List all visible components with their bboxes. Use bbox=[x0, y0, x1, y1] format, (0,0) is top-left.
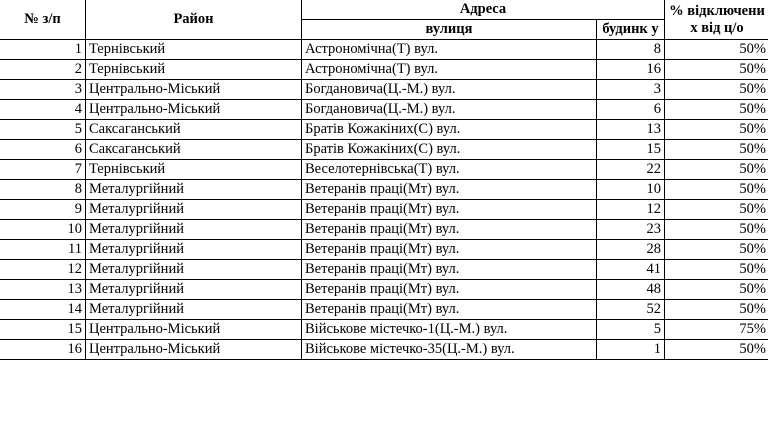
cell-street[interactable]: Братів Кожакіних(С) вул. bbox=[302, 140, 597, 160]
cell-number[interactable]: 13 bbox=[0, 280, 86, 300]
table-row bbox=[0, 340, 768, 360]
cell-number[interactable]: 7 bbox=[0, 160, 86, 180]
cell-percent[interactable]: 50% bbox=[665, 40, 768, 60]
cell-house[interactable]: 15 bbox=[597, 140, 665, 160]
cell-district[interactable]: Металургійний bbox=[86, 260, 302, 280]
cell-district[interactable]: Металургійний bbox=[86, 280, 302, 300]
cell-number[interactable]: 12 bbox=[0, 260, 86, 280]
table-row bbox=[0, 220, 768, 240]
cell-district[interactable]: Металургійний bbox=[86, 180, 302, 200]
cell-district[interactable]: Металургійний bbox=[86, 300, 302, 320]
cell-percent[interactable]: 50% bbox=[665, 340, 768, 360]
cell-district[interactable]: Центрально-Міський bbox=[86, 320, 302, 340]
cell-percent[interactable]: 50% bbox=[665, 200, 768, 220]
cell-number[interactable]: 16 bbox=[0, 340, 86, 360]
table-row bbox=[0, 280, 768, 300]
cell-street[interactable]: Богдановича(Ц.-М.) вул. bbox=[302, 80, 597, 100]
cell-street[interactable]: Військове містечко-1(Ц.-М.) вул. bbox=[302, 320, 597, 340]
cell-percent[interactable]: 50% bbox=[665, 80, 768, 100]
cell-house[interactable]: 1 bbox=[597, 340, 665, 360]
cell-street[interactable]: Астрономічна(Т) вул. bbox=[302, 60, 597, 80]
cell-house[interactable]: 8 bbox=[597, 40, 665, 60]
cell-number[interactable]: 14 bbox=[0, 300, 86, 320]
cell-house[interactable]: 16 bbox=[597, 60, 665, 80]
cell-street[interactable]: Військове містечко-35(Ц.-М.) вул. bbox=[302, 340, 597, 360]
cell-percent[interactable]: 50% bbox=[665, 120, 768, 140]
table-row bbox=[0, 160, 768, 180]
cell-number[interactable]: 9 bbox=[0, 200, 86, 220]
cell-street[interactable]: Ветеранів праці(Мт) вул. bbox=[302, 260, 597, 280]
cell-house[interactable]: 22 bbox=[597, 160, 665, 180]
cell-number[interactable]: 5 bbox=[0, 120, 86, 140]
cell-percent[interactable]: 50% bbox=[665, 220, 768, 240]
cell-percent[interactable]: 50% bbox=[665, 160, 768, 180]
cell-percent[interactable]: 50% bbox=[665, 240, 768, 260]
table-row bbox=[0, 320, 768, 340]
header-house: будинк у bbox=[597, 20, 665, 40]
header-district: Район bbox=[86, 0, 302, 40]
cell-percent[interactable]: 50% bbox=[665, 280, 768, 300]
cell-street[interactable]: Ветеранів праці(Мт) вул. bbox=[302, 300, 597, 320]
cell-district[interactable]: Металургійний bbox=[86, 220, 302, 240]
cell-district[interactable]: Тернівський bbox=[86, 60, 302, 80]
table-row bbox=[0, 40, 768, 60]
cell-percent[interactable]: 50% bbox=[665, 140, 768, 160]
cell-number[interactable]: 4 bbox=[0, 100, 86, 120]
cell-house[interactable]: 10 bbox=[597, 180, 665, 200]
cell-house[interactable]: 41 bbox=[597, 260, 665, 280]
cell-percent[interactable]: 50% bbox=[665, 100, 768, 120]
header-percent: % відключени х від ц/о bbox=[665, 0, 768, 40]
cell-district[interactable]: Тернівський bbox=[86, 160, 302, 180]
table-row bbox=[0, 180, 768, 200]
cell-number[interactable]: 6 bbox=[0, 140, 86, 160]
cell-number[interactable]: 2 bbox=[0, 60, 86, 80]
cell-house[interactable]: 13 bbox=[597, 120, 665, 140]
table-row bbox=[0, 200, 768, 220]
cell-number[interactable]: 15 bbox=[0, 320, 86, 340]
cell-street[interactable]: Богдановича(Ц.-М.) вул. bbox=[302, 100, 597, 120]
cell-house[interactable]: 5 bbox=[597, 320, 665, 340]
table-row bbox=[0, 120, 768, 140]
cell-number[interactable]: 8 bbox=[0, 180, 86, 200]
cell-district[interactable]: Центрально-Міський bbox=[86, 80, 302, 100]
header-number: № з/п bbox=[0, 0, 86, 40]
cell-street[interactable]: Ветеранів праці(Мт) вул. bbox=[302, 240, 597, 260]
cell-percent[interactable]: 50% bbox=[665, 300, 768, 320]
cell-house[interactable]: 23 bbox=[597, 220, 665, 240]
cell-street[interactable]: Ветеранів праці(Мт) вул. bbox=[302, 220, 597, 240]
cell-number[interactable]: 1 bbox=[0, 40, 86, 60]
cell-district[interactable]: Центрально-Міський bbox=[86, 340, 302, 360]
cell-percent[interactable]: 75% bbox=[665, 320, 768, 340]
cell-percent[interactable]: 50% bbox=[665, 260, 768, 280]
cell-house[interactable]: 3 bbox=[597, 80, 665, 100]
cell-house[interactable]: 28 bbox=[597, 240, 665, 260]
cell-percent[interactable]: 50% bbox=[665, 60, 768, 80]
cell-district[interactable]: Тернівський bbox=[86, 40, 302, 60]
cell-street[interactable]: Ветеранів праці(Мт) вул. bbox=[302, 280, 597, 300]
table-row bbox=[0, 140, 768, 160]
table-row bbox=[0, 240, 768, 260]
cell-street[interactable]: Ветеранів праці(Мт) вул. bbox=[302, 180, 597, 200]
cell-district[interactable]: Металургійний bbox=[86, 240, 302, 260]
cell-street[interactable]: Веселотернівська(Т) вул. bbox=[302, 160, 597, 180]
cell-number[interactable]: 10 bbox=[0, 220, 86, 240]
cell-district[interactable]: Металургійний bbox=[86, 200, 302, 220]
cell-house[interactable]: 48 bbox=[597, 280, 665, 300]
cell-district[interactable]: Саксаганський bbox=[86, 120, 302, 140]
header-address: Адреса bbox=[302, 0, 665, 20]
cell-street[interactable]: Ветеранів праці(Мт) вул. bbox=[302, 200, 597, 220]
header-street: вулиця bbox=[302, 20, 597, 40]
table-row bbox=[0, 300, 768, 320]
cell-street[interactable]: Астрономічна(Т) вул. bbox=[302, 40, 597, 60]
cell-district[interactable]: Саксаганський bbox=[86, 140, 302, 160]
table-row bbox=[0, 80, 768, 100]
table-row bbox=[0, 260, 768, 280]
cell-house[interactable]: 52 bbox=[597, 300, 665, 320]
cell-percent[interactable]: 50% bbox=[665, 180, 768, 200]
cell-number[interactable]: 3 bbox=[0, 80, 86, 100]
cell-district[interactable]: Центрально-Міський bbox=[86, 100, 302, 120]
cell-number[interactable]: 11 bbox=[0, 240, 86, 260]
table-body bbox=[0, 40, 768, 360]
cell-house[interactable]: 6 bbox=[597, 100, 665, 120]
table-row bbox=[0, 100, 768, 120]
cell-house[interactable]: 12 bbox=[597, 200, 665, 220]
table-row bbox=[0, 60, 768, 80]
cell-street[interactable]: Братів Кожакіних(С) вул. bbox=[302, 120, 597, 140]
